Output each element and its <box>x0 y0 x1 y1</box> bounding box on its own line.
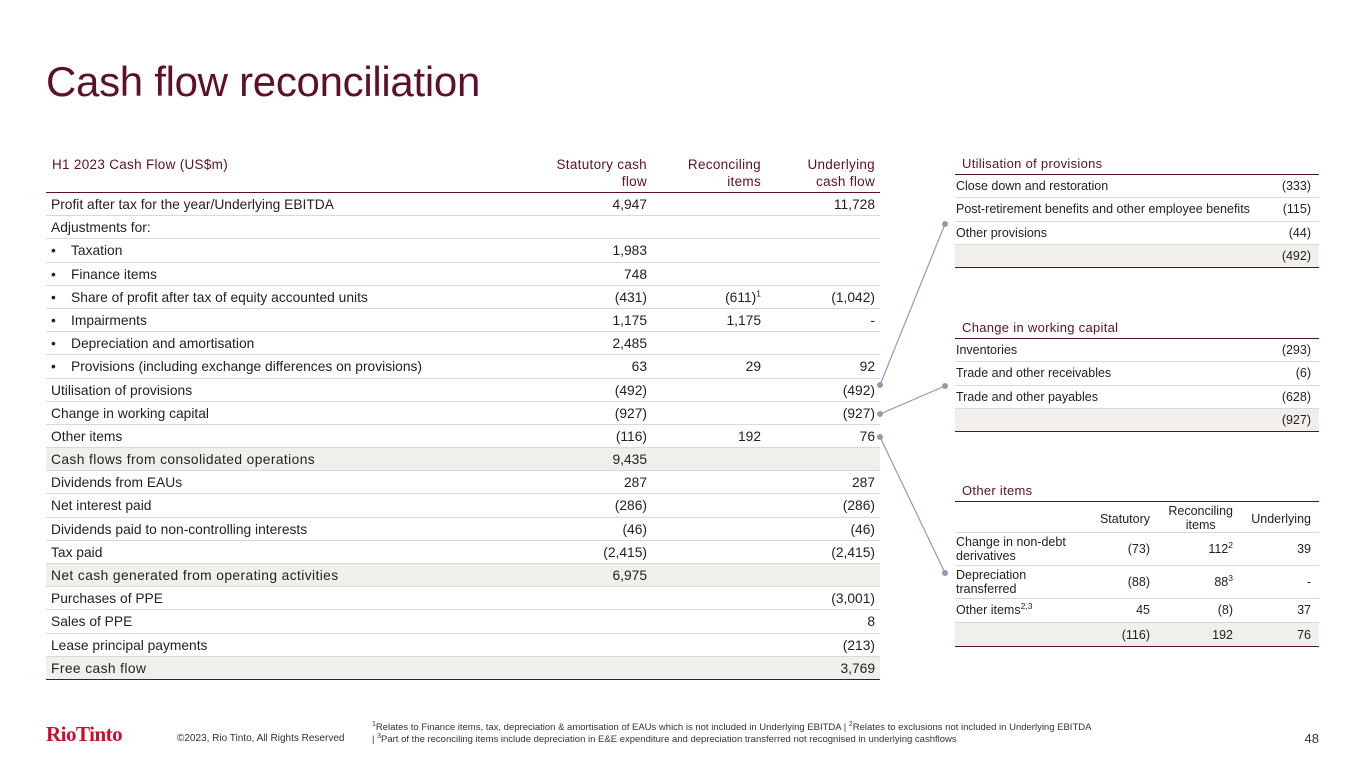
working-capital-total-row <box>955 409 1319 432</box>
row-label-line2: transferred <box>956 582 1017 596</box>
connector-utilisation <box>880 224 945 385</box>
row-label-text: Share of profit after tax of equity accounted units <box>71 289 368 305</box>
statutory-value: (927) <box>614 405 647 421</box>
underlying-value: (3,001) <box>831 591 875 607</box>
table-row <box>955 339 1319 362</box>
footnote-ref: 3 <box>1228 572 1233 583</box>
connector-working-capital <box>880 386 945 414</box>
row-label-text: Adjustments for: <box>51 220 151 236</box>
statutory-value: (116) <box>615 428 647 444</box>
working-capital-total: (927) <box>1281 412 1311 427</box>
oi-total-underlying: 76 <box>1297 628 1311 642</box>
row-label-text: Utilisation of provisions <box>51 382 193 398</box>
underlying-value: (492) <box>842 382 875 398</box>
underlying-value: 76 <box>859 428 875 444</box>
other-items-header <box>955 502 1319 533</box>
row-value: (44) <box>1288 225 1311 240</box>
row-label <box>51 309 147 332</box>
table-row <box>46 332 880 355</box>
row-label-line2: derivatives <box>956 549 1016 563</box>
statutory-value: 45 <box>1136 603 1150 617</box>
page-title: Cash flow reconciliation <box>46 58 481 105</box>
connector-other-items <box>880 437 945 573</box>
row-label <box>51 332 254 355</box>
table-row <box>46 263 880 286</box>
table-row <box>46 518 880 541</box>
reconciling-number: 29 <box>745 359 761 375</box>
reconciling-header: Reconciling items <box>687 157 761 189</box>
table-row <box>46 355 880 378</box>
connector-dot <box>942 221 948 227</box>
row-label-text: Finance items <box>71 266 157 282</box>
underlying-value: 3,769 <box>840 660 875 676</box>
other-items-total-row <box>955 623 1319 647</box>
statutory-header: Statutory cash flow <box>556 157 647 189</box>
row-label-text: Other items <box>51 428 123 444</box>
working-capital-table <box>955 315 1319 432</box>
footnote-ref: 2,3 <box>1020 600 1033 611</box>
table-row <box>955 175 1319 198</box>
underlying-header: Underlying cash flow <box>807 157 875 189</box>
underlying-value: (213) <box>842 637 875 653</box>
underlying-value: 8 <box>867 614 875 630</box>
row-label: Close down and restoration <box>956 179 1109 193</box>
underlying-value: (46) <box>850 521 875 537</box>
row-label-text: Provisions (including exchange differences on provisions) <box>71 359 422 375</box>
bullet-icon: • <box>51 336 56 352</box>
working-capital-title: Change in working capital <box>955 315 1319 339</box>
bullet-icon: • <box>51 243 56 259</box>
row-label-text: Dividends paid to non-controlling interests <box>51 521 308 537</box>
row-label: Trade and other receivables <box>956 366 1112 381</box>
utilisation-title: Utilisation of provisions <box>955 151 1319 175</box>
main-cash-flow-table <box>46 151 880 680</box>
footnote-ref: 2 <box>1228 539 1233 550</box>
row-label <box>51 286 368 309</box>
table-row <box>955 566 1319 599</box>
table-row <box>46 309 880 332</box>
table-row <box>46 657 880 680</box>
row-label <box>51 541 102 564</box>
reconciling-number: 192 <box>737 428 761 444</box>
table-row <box>46 541 880 564</box>
utilisation-table <box>955 151 1319 268</box>
reconciling-number: 88 <box>1214 575 1229 589</box>
row-label <box>956 568 1026 596</box>
main-table-title: H1 2023 Cash Flow (US$m) <box>52 157 229 172</box>
row-label: Post-retirement benefits and other employee benefits <box>956 202 1250 217</box>
underlying-value: - <box>1306 575 1311 589</box>
table-row <box>46 448 880 471</box>
row-label <box>51 193 334 216</box>
row-label <box>51 494 151 517</box>
row-label <box>51 379 192 402</box>
table-row <box>46 471 880 494</box>
row-label-text: Change in working capital <box>51 405 209 421</box>
row-value: (6) <box>1295 366 1311 381</box>
row-label-text: Purchases of PPE <box>51 591 163 607</box>
table-row <box>955 386 1319 409</box>
row-label <box>51 216 151 239</box>
statutory-value: 63 <box>631 359 647 375</box>
statutory-value: 2,485 <box>612 336 647 352</box>
reconciling-value <box>1218 603 1233 617</box>
underlying-value: 11,728 <box>833 197 875 212</box>
statutory-value: (431) <box>614 289 647 305</box>
table-row <box>46 379 880 402</box>
bullet-icon: • <box>51 266 56 282</box>
table-row <box>955 362 1319 385</box>
reconciling-number: (8) <box>1217 603 1233 617</box>
statutory-value: (286) <box>614 498 647 514</box>
row-value: (628) <box>1281 389 1311 404</box>
row-label-line1: Other items <box>956 603 1021 617</box>
row-label: Inventories <box>956 343 1018 357</box>
row-label <box>51 471 182 494</box>
table-row <box>955 533 1319 566</box>
row-value: (115) <box>1282 202 1311 217</box>
utilisation-total-row <box>955 245 1319 268</box>
row-label <box>51 239 122 262</box>
row-label-text: Taxation <box>71 243 123 259</box>
table-row <box>955 198 1319 221</box>
table-row <box>46 216 880 239</box>
row-label-line1: Depreciation <box>956 568 1027 582</box>
table-row <box>955 222 1319 245</box>
statutory-value: 287 <box>623 475 647 491</box>
table-row <box>46 587 880 610</box>
main-table-header <box>46 151 880 193</box>
row-label <box>956 535 1066 563</box>
table-row <box>46 634 880 657</box>
other-items-title: Other items <box>955 478 1319 502</box>
table-row <box>46 286 880 309</box>
oi-total-reconciling: 192 <box>1212 628 1233 642</box>
reconciling-number: (611) <box>725 289 757 305</box>
row-label <box>51 634 207 657</box>
underlying-value: (2,415) <box>831 544 875 560</box>
row-label-text: Net interest paid <box>51 498 152 514</box>
row-label-text: Net cash generated from operating activities <box>51 568 339 583</box>
row-label <box>956 600 1033 617</box>
row-label <box>51 355 422 378</box>
page-number: 48 <box>1304 731 1319 746</box>
row-label-text: Cash flows from consolidated operations <box>51 452 316 468</box>
reconciling-number: 1,175 <box>726 312 761 328</box>
underlying-value: 37 <box>1297 603 1311 617</box>
main-table-body <box>46 193 880 680</box>
connector-dot <box>942 383 948 389</box>
statutory-value: (73) <box>1127 542 1150 556</box>
row-label-line1: Change in non-debt <box>956 535 1066 549</box>
row-label <box>51 425 122 448</box>
oi-total-statutory: (116) <box>1121 628 1150 642</box>
row-label <box>51 263 157 286</box>
underlying-value: 92 <box>859 359 875 375</box>
statutory-value: 4,947 <box>612 197 647 212</box>
table-row <box>955 599 1319 623</box>
table-row <box>46 494 880 517</box>
reconciling-value <box>738 425 761 448</box>
reconciling-value <box>726 309 761 332</box>
table-row <box>46 425 880 448</box>
copyright-text: ©2023, Rio Tinto, All Rights Reserved <box>177 733 345 744</box>
row-label <box>51 657 146 680</box>
row-label: Other provisions <box>956 225 1048 240</box>
row-label <box>51 518 307 541</box>
reconciling-value <box>746 355 761 378</box>
footnote-ref: 1 <box>756 288 761 299</box>
row-label-text: Lease principal payments <box>51 637 208 653</box>
bullet-icon: • <box>51 359 56 375</box>
row-label-text: Tax paid <box>51 544 103 560</box>
row-label <box>51 448 315 471</box>
underlying-value: 287 <box>851 475 875 491</box>
row-value: (333) <box>1281 179 1311 193</box>
row-label <box>51 610 132 633</box>
row-label-text: Impairments <box>71 312 147 328</box>
statutory-value: 748 <box>623 266 647 282</box>
underlying-value: (1,042) <box>831 289 875 305</box>
reconciling-number: 112 <box>1208 542 1229 556</box>
row-label <box>51 587 163 610</box>
reconciling-value <box>725 286 761 309</box>
table-row <box>46 564 880 587</box>
statutory-value: 6,975 <box>612 568 647 583</box>
table-row <box>46 402 880 425</box>
statutory-value: 9,435 <box>612 452 647 468</box>
footnotes: $^1$Relates to Finance items, tax, depreciation & amortisation of EAUs which is not included in Underlying EBITDA | $^2$Relates to exclusions not included in Underlying EBITDA | $^3$Part of the reconciling items include depreciation in E&E expenditure and depreciation transferred not recognised in underlying cashflows <box>372 720 1091 745</box>
table-row <box>46 193 880 216</box>
rio-tinto-logo: RioTinto <box>46 722 123 746</box>
bullet-icon: • <box>51 312 56 328</box>
underlying-value: - <box>870 312 875 328</box>
row-value: (293) <box>1281 343 1311 357</box>
statutory-value: 1,175 <box>612 312 647 328</box>
row-label <box>51 564 339 587</box>
row-label-text: Sales of PPE <box>51 614 133 630</box>
row-label-text: Profit after tax for the year/Underlying EBITDA <box>51 197 334 212</box>
statutory-value: (88) <box>1127 575 1150 589</box>
statutory-value: 1,983 <box>612 243 647 259</box>
other-items-table <box>955 478 1319 647</box>
underlying-value: (927) <box>842 405 875 421</box>
row-label-text: Dividends from EAUs <box>51 475 183 491</box>
table-row <box>46 239 880 262</box>
oi-underlying-header: Underlying <box>1251 512 1311 526</box>
row-label <box>51 402 209 425</box>
row-label: Trade and other payables <box>956 389 1098 404</box>
bullet-icon: • <box>51 289 56 305</box>
underlying-value: (286) <box>842 498 875 514</box>
statutory-value: (492) <box>614 382 647 398</box>
utilisation-total: (492) <box>1281 248 1311 263</box>
row-label-text: Free cash flow <box>51 660 147 676</box>
statutory-value: (2,415) <box>603 544 647 560</box>
reconciling-value <box>1208 539 1233 556</box>
oi-reconciling-header: Reconciling items <box>1168 504 1233 532</box>
row-label-text: Depreciation and amortisation <box>71 336 255 352</box>
oi-statutory-header: Statutory <box>1099 512 1150 526</box>
table-row <box>46 610 880 633</box>
statutory-value: (46) <box>622 521 647 537</box>
connector-dot <box>942 570 948 576</box>
reconciling-value <box>1214 572 1233 589</box>
underlying-value: 39 <box>1297 542 1311 556</box>
